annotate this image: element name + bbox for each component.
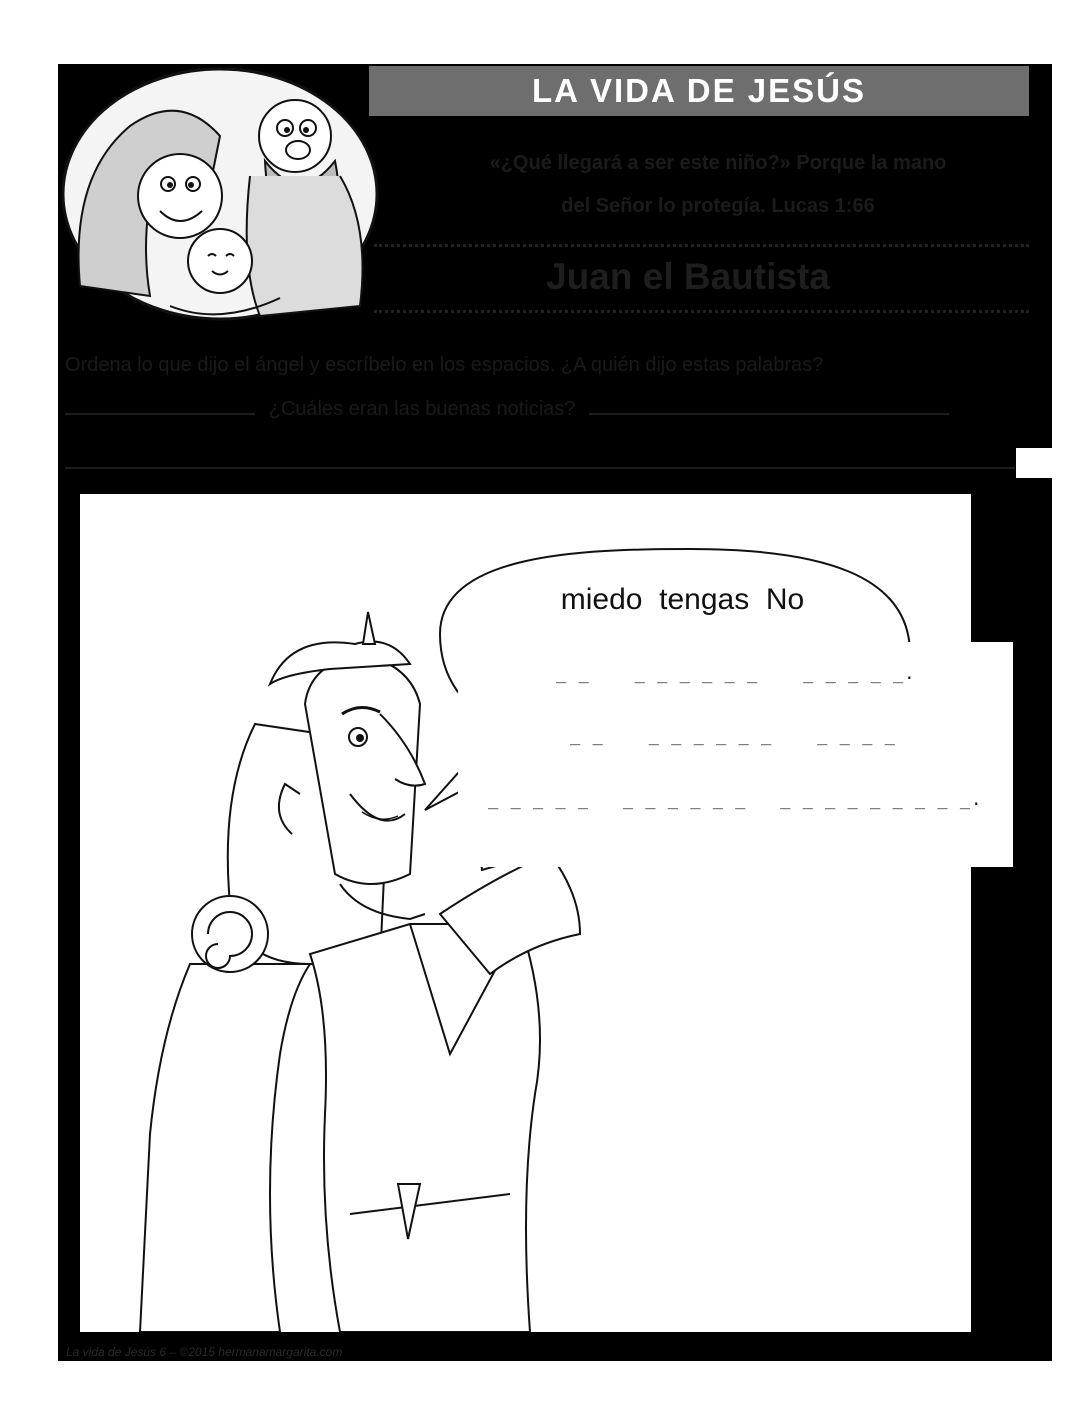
bible-verse — [403, 142, 1033, 228]
instruction-line-1: Ordena lo que dijo el ángel y escríbelo en los espacios. ¿A quién dijo estas palabras? — [65, 354, 824, 376]
verse-line-2: del Señor lo protegía. Lucas 1:66 — [561, 195, 875, 217]
title-banner — [369, 66, 1029, 116]
bubble-line-1: miedo tengas No — [560, 583, 805, 616]
footer-credit: La vida de Jesús 6 – ©2015 hermanamargarita.com — [66, 1345, 343, 1359]
verse-line-1: «¿Qué llegará a ser este niño?» Porque la mano — [489, 152, 947, 174]
family-illustration — [60, 66, 380, 322]
dotted-divider-bottom — [374, 310, 1029, 313]
answer-blank-who[interactable] — [65, 399, 255, 415]
answer-blank-line-2[interactable]: _ _ _ _ _ _ _ _ _ _ _ _ — [570, 726, 896, 746]
activity-panel — [80, 494, 971, 1332]
answer-blank-line-1[interactable]: _ _ _ _ _ _ _ _ _ _ _ _ _. — [556, 664, 916, 684]
answer-area — [458, 642, 1013, 867]
lesson-title: Juan el Bautista — [546, 256, 830, 297]
question-good-news: ¿Cuáles eran las buenas noticias? — [268, 398, 576, 420]
page-notch — [1016, 448, 1052, 478]
page-title: LA VIDA DE JESÚS — [532, 72, 866, 109]
answer-line-full[interactable] — [65, 467, 1015, 469]
dotted-divider-top — [374, 244, 1029, 247]
instruction-line-2 — [65, 398, 949, 421]
answer-blank-news[interactable] — [589, 399, 949, 415]
worksheet — [58, 64, 1052, 1361]
answer-blank-line-3[interactable]: _ _ _ _ _ _ _ _ _ _ _ _ _ _ _ _ _ _ _ _. — [488, 790, 983, 810]
